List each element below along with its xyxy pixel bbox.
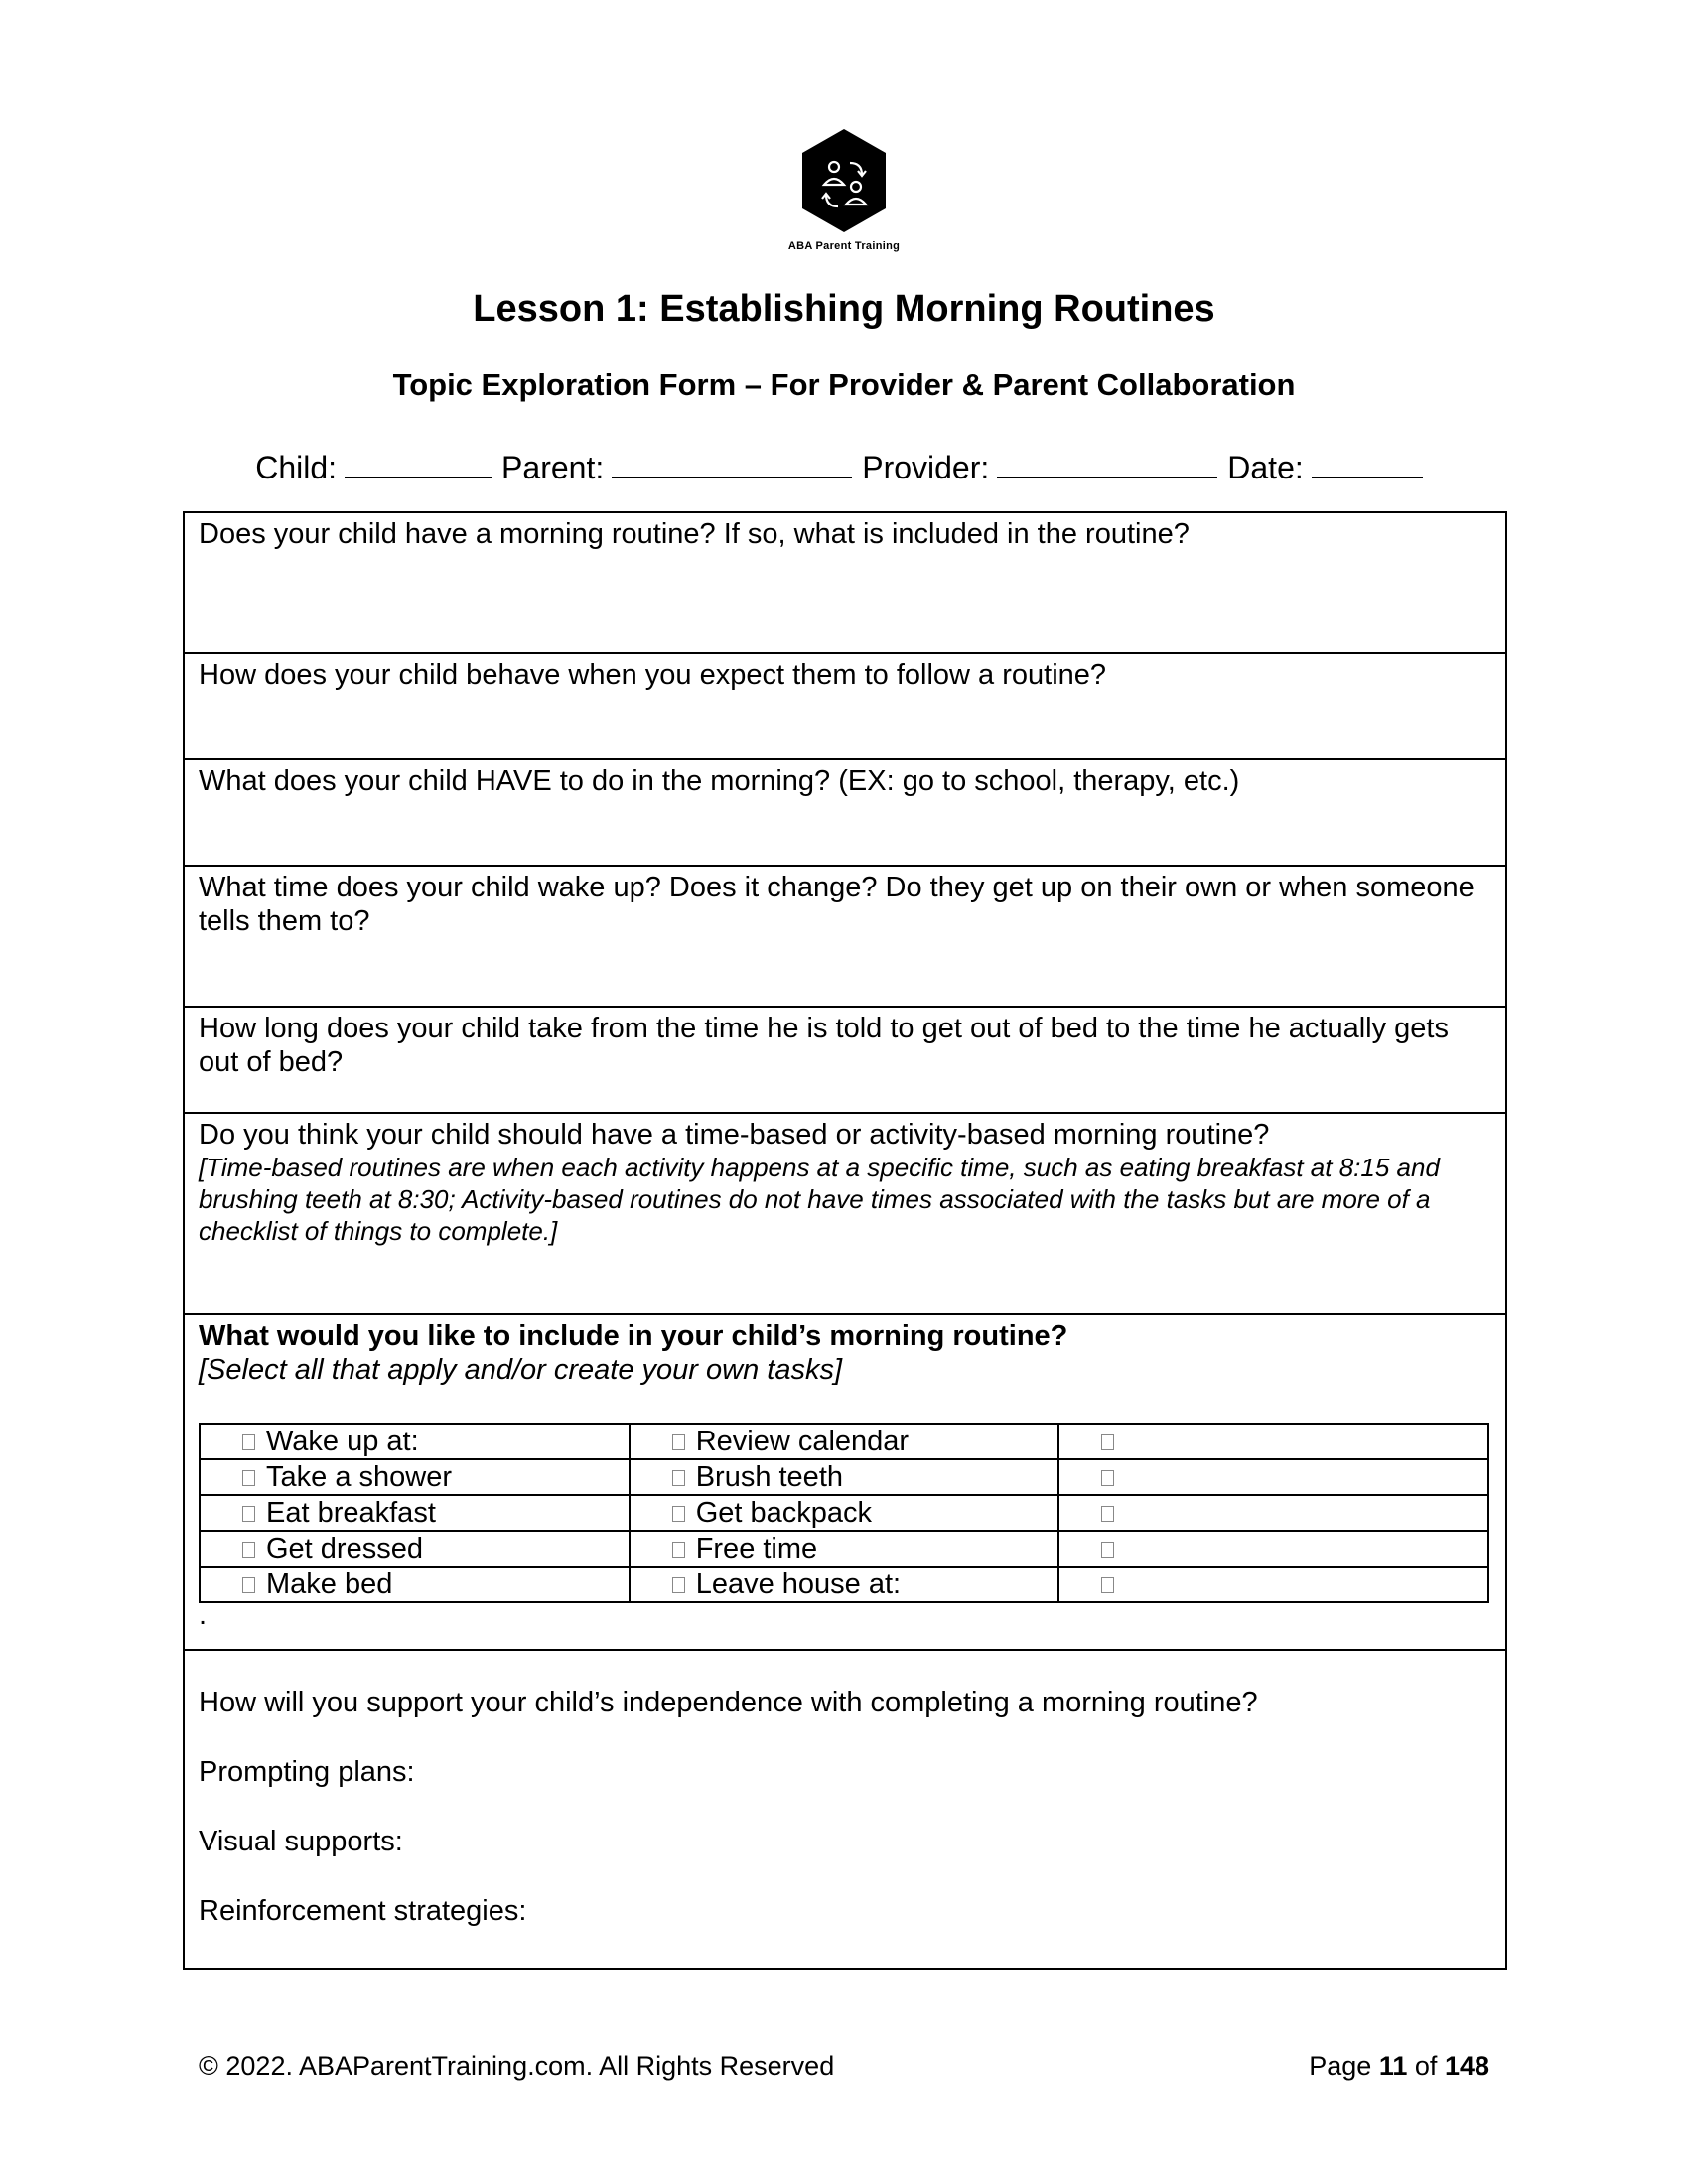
task-cell[interactable]	[200, 1459, 630, 1495]
checkbox-icon[interactable]	[672, 1434, 685, 1450]
task-table	[199, 1423, 1489, 1603]
provider-field[interactable]	[997, 447, 1217, 478]
checkbox-icon[interactable]	[1101, 1506, 1114, 1522]
logo	[0, 127, 1688, 239]
question-row-6[interactable]	[185, 1114, 1505, 1315]
task-cell[interactable]	[630, 1459, 1059, 1495]
exploration-form	[183, 511, 1507, 1970]
task-cell[interactable]	[1058, 1495, 1488, 1531]
task-label: Leave house at:	[695, 1569, 902, 1600]
checkbox-icon[interactable]	[672, 1577, 685, 1593]
logo-caption: ABA Parent Training	[787, 240, 901, 252]
task-cell[interactable]	[630, 1495, 1059, 1531]
checkbox-icon[interactable]	[242, 1506, 255, 1522]
task-cell[interactable]	[630, 1531, 1059, 1567]
date-label: Date:	[1227, 450, 1304, 485]
task-label: Make bed	[266, 1569, 393, 1600]
table-row	[200, 1531, 1488, 1567]
checkbox-icon[interactable]	[1101, 1577, 1114, 1593]
question-6: Do you think your child should have a time-based or activity-based morning routine?	[199, 1119, 1270, 1151]
task-cell[interactable]	[1058, 1567, 1488, 1602]
task-label: Wake up at:	[266, 1426, 419, 1457]
task-label: Brush teeth	[695, 1461, 844, 1493]
task-cell[interactable]	[1058, 1531, 1488, 1567]
question-row-1[interactable]	[185, 513, 1505, 654]
task-cell[interactable]	[630, 1424, 1059, 1459]
question-row-5[interactable]	[185, 1008, 1505, 1114]
question-7: What would you like to include in your child’s morning routine?	[199, 1320, 1068, 1352]
table-row	[200, 1424, 1488, 1459]
task-cell[interactable]	[200, 1531, 630, 1567]
question-row-8[interactable]	[185, 1651, 1505, 1968]
prompting-plans-label: Prompting plans:	[199, 1756, 415, 1788]
task-cell[interactable]	[1058, 1424, 1488, 1459]
checkbox-icon[interactable]	[242, 1470, 255, 1486]
form-title: Topic Exploration Form – For Provider & Parent Collaboration	[392, 367, 1296, 402]
task-label: Free time	[695, 1533, 818, 1565]
checkbox-icon[interactable]	[242, 1542, 255, 1558]
aba-logo-icon	[798, 127, 890, 234]
task-label: Get dressed	[266, 1533, 423, 1565]
checkbox-icon[interactable]	[1101, 1470, 1114, 1486]
visual-supports-label: Visual supports:	[199, 1826, 403, 1857]
checkbox-icon[interactable]	[242, 1577, 255, 1593]
table-row	[200, 1495, 1488, 1531]
trailing-dot: .	[199, 1599, 208, 1631]
child-field[interactable]	[345, 447, 492, 478]
question-7-note: [Select all that apply and/or create your own tasks]	[199, 1354, 843, 1386]
lesson-title: Lesson 1: Establishing Morning Routines	[473, 288, 1215, 330]
child-label: Child:	[255, 450, 338, 485]
task-label: Get backpack	[695, 1497, 873, 1529]
question-row-2[interactable]	[185, 654, 1505, 760]
footer-page-number	[1309, 2051, 1489, 2082]
task-label: Eat breakfast	[266, 1497, 436, 1529]
checkbox-icon[interactable]	[1101, 1434, 1114, 1450]
question-6-note: [Time-based routines are when each activity happens at a specific time, such as eating breakfast at 8:15 and brushing teeth at 8:30; Activity-based routines do not have times associated with the tasks but are more of a checklist of things to complete.]	[199, 1153, 1440, 1246]
task-cell[interactable]	[200, 1495, 630, 1531]
parent-field[interactable]	[612, 447, 852, 478]
page-current: 11	[1378, 2051, 1408, 2081]
table-row	[200, 1459, 1488, 1495]
task-cell[interactable]	[200, 1567, 630, 1602]
question-row-7	[185, 1315, 1505, 1651]
table-row	[200, 1567, 1488, 1602]
footer-copyright: © 2022. ABAParentTraining.com. All Rights Reserved	[199, 2051, 835, 2081]
question-4: What time does your child wake up? Does it change? Do they get up on their own or when someone tells them to?	[199, 872, 1475, 937]
task-cell[interactable]	[630, 1567, 1059, 1602]
reinforcement-label: Reinforcement strategies:	[199, 1895, 527, 1927]
task-cell[interactable]	[1058, 1459, 1488, 1495]
question-5: How long does your child take from the time he is told to get out of bed to the time he actually gets out of bed?	[199, 1013, 1449, 1078]
question-2: How does your child behave when you expect them to follow a routine?	[199, 659, 1107, 691]
checkbox-icon[interactable]	[672, 1506, 685, 1522]
question-1: Does your child have a morning routine? If so, what is included in the routine?	[199, 518, 1190, 550]
page-of: of	[1414, 2051, 1438, 2081]
provider-label: Provider:	[862, 450, 990, 485]
question-8: How will you support your child’s independence with completing a morning routine?	[199, 1687, 1258, 1718]
checkbox-icon[interactable]	[242, 1434, 255, 1450]
task-cell[interactable]	[200, 1424, 630, 1459]
checkbox-icon[interactable]	[672, 1470, 685, 1486]
date-field[interactable]	[1312, 447, 1423, 478]
page-prefix: Page	[1309, 2051, 1372, 2081]
question-row-3[interactable]	[185, 760, 1505, 867]
question-row-4[interactable]	[185, 867, 1505, 1008]
checkbox-icon[interactable]	[672, 1542, 685, 1558]
task-label: Review calendar	[695, 1426, 910, 1457]
task-label: Take a shower	[266, 1461, 452, 1493]
checkbox-icon[interactable]	[1101, 1542, 1114, 1558]
question-3: What does your child HAVE to do in the morning? (EX: go to school, therapy, etc.)	[199, 765, 1240, 797]
page-total: 148	[1444, 2051, 1489, 2081]
meta-line	[0, 447, 1688, 486]
parent-label: Parent:	[501, 450, 605, 485]
